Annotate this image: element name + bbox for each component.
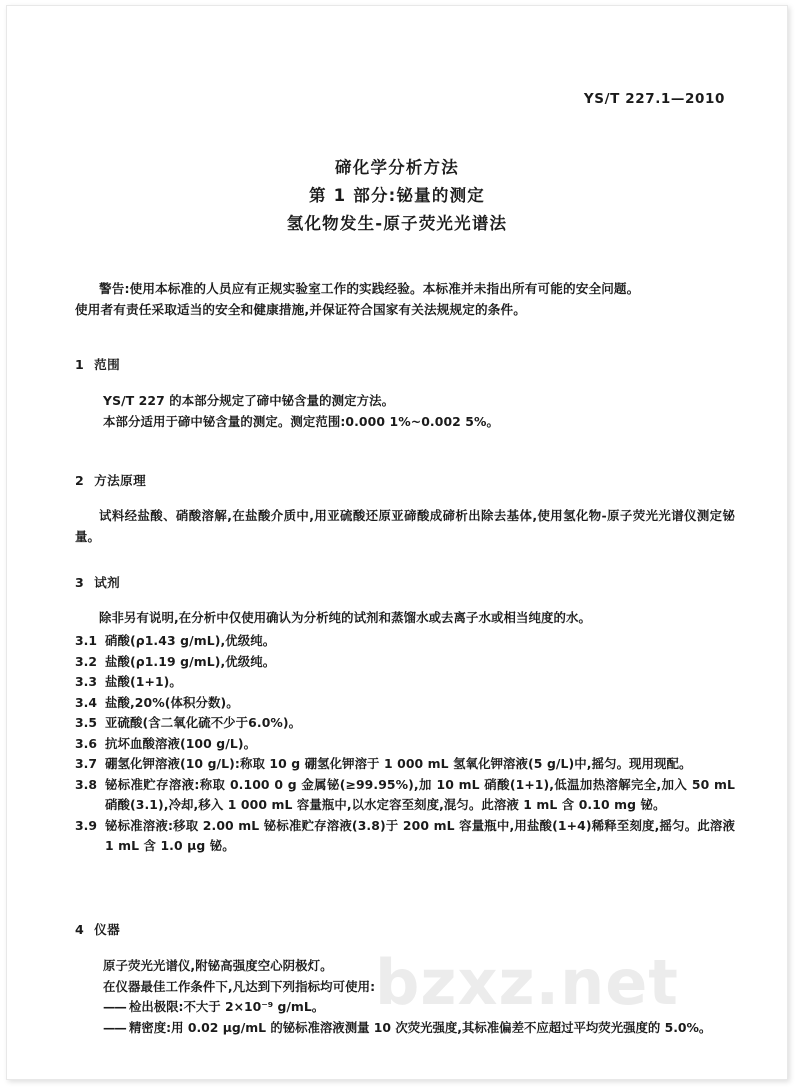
section-heading-1 [75, 354, 120, 373]
section-number-4: 4 [75, 922, 85, 937]
list-item [103, 997, 735, 1018]
section-4-paragraph-1: 原子荧光光谱仪,附铋高强度空心阴极灯。 [103, 958, 333, 973]
reagent-text: 硼氢化钾溶液(10 g/L):称取 10 g 硼氢化钾溶于 1 000 mL 氢氧化钾溶液(5 g/L)中,摇匀。现用现配。 [105, 756, 692, 771]
reagent-index: 3.6 [75, 735, 97, 751]
reagent-index: 3.5 [75, 715, 97, 730]
list-item [75, 713, 735, 734]
warning-block [75, 278, 735, 320]
section-heading-3 [75, 572, 120, 591]
em-dash-marker: —— [103, 999, 126, 1014]
section-heading-2 [75, 470, 146, 489]
reagent-text: 盐酸(ρ1.19 g/mL),优级纯。 [105, 653, 276, 669]
list-item [75, 631, 735, 652]
section-1-paragraph-2: 本部分适用于碲中铋含量的测定。测定范围:0.000 1%~0.002 5%。 [103, 413, 500, 429]
instrument-spec-text: 精密度:用 0.02 μg/mL 的铋标准溶液测量 10 次荧光强度,其标准偏差不应超过平均荧光强度的 5.0%。 [129, 1019, 712, 1035]
page-title [7, 154, 787, 238]
section-3-intro-text: 除非另有说明,在分析中仅使用确认为分析纯的试剂和蒸馏水或去离子水或相当纯度的水。 [99, 610, 591, 625]
reagent-text: 硝酸(ρ1.43 g/mL),优级纯。 [105, 633, 276, 648]
reagent-text: 抗坏血酸溶液(100 g/L)。 [105, 735, 257, 751]
section-title-4: 仪器 [94, 922, 121, 937]
list-item [75, 672, 735, 693]
section-title-1: 范围 [94, 357, 121, 372]
list-item [75, 754, 735, 775]
section-4-paragraph-2: 在仪器最佳工作条件下,凡达到下列指标均可使用: [103, 978, 376, 994]
warning-line-2: 使用者有责任采取适当的安全和健康措施,并保证符合国家有关法规规定的条件。 [75, 302, 526, 317]
reagent-index: 3.2 [75, 653, 97, 669]
title-line-3: 氢化物发生-原子荧光光谱法 [286, 214, 508, 233]
list-item [75, 693, 735, 714]
section-body-4 [103, 956, 735, 997]
reagent-text: 盐酸,20%(体积分数)。 [105, 694, 239, 710]
section-body-2 [75, 506, 735, 547]
watermark-text: bzxz.net [375, 946, 679, 1019]
reagent-text: 亚硫酸(含二氧化硫不少于6.0%)。 [105, 715, 302, 730]
reagent-index: 3.4 [75, 694, 97, 710]
section-number-2: 2 [75, 473, 85, 488]
section-number-1: 1 [75, 357, 85, 372]
section-1-paragraph-1: YS/T 227 的本部分规定了碲中铋含量的测定方法。 [103, 393, 395, 408]
list-item [75, 775, 735, 816]
list-item [103, 1018, 735, 1039]
section-title-3: 试剂 [94, 575, 121, 590]
reagent-index: 3.9 [75, 817, 97, 833]
instrument-spec-text: 检出极限:不大于 2×10⁻⁹ g/mL。 [129, 999, 325, 1014]
reagent-index: 3.8 [75, 776, 97, 792]
instrument-spec-list [103, 997, 735, 1038]
reagent-index: 3.1 [75, 633, 97, 648]
reagent-index: 3.3 [75, 674, 97, 689]
warning-line-1: 警告:使用本标准的人员应有正规实验室工作的实践经验。本标准并未指出所有可能的安全问题。 [99, 281, 640, 296]
reagent-index: 3.7 [75, 756, 97, 771]
title-line-2: 第 1 部分:铋量的测定 [309, 186, 485, 205]
section-number-3: 3 [75, 575, 85, 590]
document-page [6, 5, 788, 1080]
section-3-intro [75, 608, 735, 629]
section-title-2: 方法原理 [94, 473, 147, 488]
list-item [75, 816, 735, 857]
em-dash-marker: —— [103, 1019, 126, 1035]
section-heading-4 [75, 919, 120, 938]
reagent-list [75, 631, 735, 857]
title-line-1: 碲化学分析方法 [335, 158, 459, 177]
reagent-text: 铋标准贮存溶液:称取 0.100 0 g 金属铋(≥99.95%),加 10 mL 硝酸(1+1),低温加热溶解完全,加入 50 mL 硝酸(3.1),冷却,移入 1 000 mL 容量瓶中,以水定容至刻度,混匀。此溶液 1 mL 含 0.10 mg 铋。 [105, 776, 735, 812]
section-body-1 [103, 391, 735, 432]
reagent-text: 盐酸(1+1)。 [105, 674, 182, 689]
list-item [75, 734, 735, 755]
reagent-text: 铋标准溶液:移取 2.00 mL 铋标准贮存溶液(3.8)于 200 mL 容量瓶中,用盐酸(1+4)稀释至刻度,摇匀。此溶液 1 mL 含 1.0 μg 铋。 [105, 817, 735, 853]
list-item [75, 652, 735, 673]
section-2-paragraph-1: 试料经盐酸、硝酸溶解,在盐酸介质中,用亚硫酸还原亚碲酸成碲析出除去基体,使用氢化物-原子荧光光谱仪测定铋量。 [75, 508, 735, 544]
standard-code-header: YS/T 227.1—2010 [583, 91, 725, 107]
